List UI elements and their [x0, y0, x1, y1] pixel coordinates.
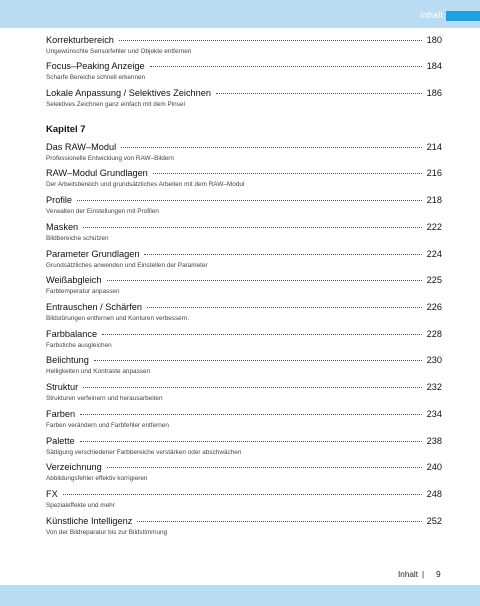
dot-leader	[102, 334, 422, 335]
toc-entry-page: 184	[426, 61, 442, 71]
toc-entry[interactable]	[46, 61, 442, 81]
dot-leader	[137, 521, 421, 522]
header-band	[0, 0, 480, 28]
toc-entry-subtitle: Bildbereiche schützen	[46, 235, 109, 242]
toc-entry-subtitle: Sättigung verschiedener Farbbereiche verstärken oder abschwächen	[46, 449, 242, 456]
toc-entry-subtitle: Strukturen verfeinern und herausarbeiten	[46, 395, 163, 402]
dot-leader	[150, 66, 422, 67]
toc-entry[interactable]	[46, 302, 442, 322]
toc-entry-page: 234	[426, 409, 442, 419]
toc-entry-subtitle: Ungewünschte Sensorfehler und Objekte entfernen	[46, 48, 192, 55]
toc-entry-title: Palette	[46, 436, 75, 446]
toc-entry-title: Das RAW–Modul	[46, 142, 117, 152]
toc-entry-subtitle: Abbildungsfehler effektiv korrigieren	[46, 475, 148, 482]
toc-entry-subtitle: Von der Bildreparatur bis zur Bildstimmung	[46, 529, 168, 536]
toc-entry[interactable]	[46, 329, 442, 349]
dot-leader	[144, 254, 421, 255]
toc-entry-subtitle: Farben verändern und Farbfehler entfernen	[46, 422, 169, 429]
toc-entry-page: 216	[426, 168, 442, 178]
toc-entry-title: Entrauschen / Schärfen	[46, 302, 143, 312]
dot-leader	[80, 414, 422, 415]
toc-entry-title: FX	[46, 489, 58, 499]
toc-entry[interactable]	[46, 222, 442, 242]
dot-leader	[147, 307, 422, 308]
toc-entry[interactable]	[46, 195, 442, 215]
toc-entry-subtitle: Spezialeffekte und mehr	[46, 502, 115, 509]
dot-leader	[94, 360, 422, 361]
toc-entry-subtitle: Farbtemperatur anpassen	[46, 288, 120, 295]
dot-leader	[153, 173, 422, 174]
toc-entry[interactable]	[46, 88, 442, 108]
toc-entry-page: 240	[426, 462, 442, 472]
dot-leader	[63, 494, 422, 495]
dot-leader	[83, 387, 421, 388]
toc-entry[interactable]	[46, 516, 442, 536]
toc-entry-page: 252	[426, 516, 442, 526]
header-accent-tab	[446, 11, 480, 21]
toc-entry[interactable]	[46, 462, 442, 482]
toc-entry-page: 226	[426, 302, 442, 312]
toc-entry[interactable]	[46, 489, 442, 509]
toc-entry[interactable]	[46, 168, 442, 188]
toc-entry-subtitle: Der Arbeitsbereich und grundsätzliches Arbeiten mit dem RAW–Modul	[46, 181, 245, 188]
toc-entry-title: Lokale Anpassung / Selektives Zeichnen	[46, 88, 211, 98]
toc-entry-title: RAW–Modul Grundlagen	[46, 168, 148, 178]
toc-entry-page: 225	[426, 275, 442, 285]
toc-entry-page: 238	[426, 436, 442, 446]
toc-entry-page: 214	[426, 142, 442, 152]
toc-entry[interactable]	[46, 142, 442, 162]
toc-entry-page: 232	[426, 382, 442, 392]
footer-page-number: 9	[436, 570, 441, 579]
toc-entry-page: 218	[426, 195, 442, 205]
toc-entry-page: 248	[426, 489, 442, 499]
dot-leader	[80, 441, 422, 442]
dot-leader	[107, 280, 422, 281]
toc-entry-subtitle: Helligkeiten und Kontraste anpassen	[46, 368, 151, 375]
toc-entry-page: 222	[426, 222, 442, 232]
toc-entry-page: 180	[426, 35, 442, 45]
toc-entry-page: 224	[426, 249, 442, 259]
dot-leader	[121, 147, 422, 148]
toc-entry-page: 230	[426, 355, 442, 365]
toc-entry-title: Farben	[46, 409, 76, 419]
toc-entry-subtitle: Scharfe Bereiche schnell erkennen	[46, 74, 146, 81]
chapter-heading: Kapitel 7	[46, 124, 86, 135]
toc-entry[interactable]	[46, 275, 442, 295]
dot-leader	[119, 40, 422, 41]
toc-entry-page: 186	[426, 88, 442, 98]
toc-entry-title: Verzeichnung	[46, 462, 102, 472]
footer-separator: |	[422, 570, 425, 579]
toc-entry-title: Profile	[46, 195, 73, 205]
toc-entry[interactable]	[46, 409, 442, 429]
footer-label: Inhalt	[398, 570, 419, 579]
toc-entry[interactable]	[46, 355, 442, 375]
toc-entry-title: Parameter Grundlagen	[46, 249, 140, 259]
toc-entry[interactable]	[46, 382, 442, 402]
dot-leader	[107, 467, 422, 468]
toc-entry-title: Weißabgleich	[46, 275, 102, 285]
dot-leader	[216, 93, 422, 94]
toc-entry-subtitle: Grundsätzliches anwenden und Einstellen der Parameter	[46, 262, 208, 269]
toc-entry[interactable]	[46, 436, 442, 456]
toc-entry-subtitle: Farbstiche ausgleichen	[46, 342, 112, 349]
footer-band	[0, 585, 480, 606]
page-footer	[398, 570, 441, 579]
toc-entry[interactable]	[46, 35, 442, 55]
toc-entry-subtitle: Bildstörungen entfernen und Konturen verbessern.	[46, 315, 190, 322]
toc-entry-title: Masken	[46, 222, 79, 232]
toc-entry-title: Focus–Peaking Anzeige	[46, 61, 145, 71]
dot-leader	[77, 200, 422, 201]
toc-entry-title: Farbbalance	[46, 329, 98, 339]
toc-entry[interactable]	[46, 249, 442, 269]
toc-entry-title: Korrekturbereich	[46, 35, 114, 45]
toc-entry-subtitle: Professionelle Entwicklung von RAW–Bildern	[46, 155, 174, 162]
toc-entry-page: 228	[426, 329, 442, 339]
toc-entry-title: Struktur	[46, 382, 79, 392]
header-section-label: Inhalt	[420, 10, 444, 20]
dot-leader	[83, 227, 421, 228]
toc-entry-title: Belichtung	[46, 355, 89, 365]
toc-entry-subtitle: Verwalten der Einstellungen mit Profilen	[46, 208, 159, 215]
toc-entry-subtitle: Selektives Zeichnen ganz einfach mit dem Pinsel	[46, 101, 185, 108]
toc-entry-title: Künstliche Intelligenz	[46, 516, 133, 526]
